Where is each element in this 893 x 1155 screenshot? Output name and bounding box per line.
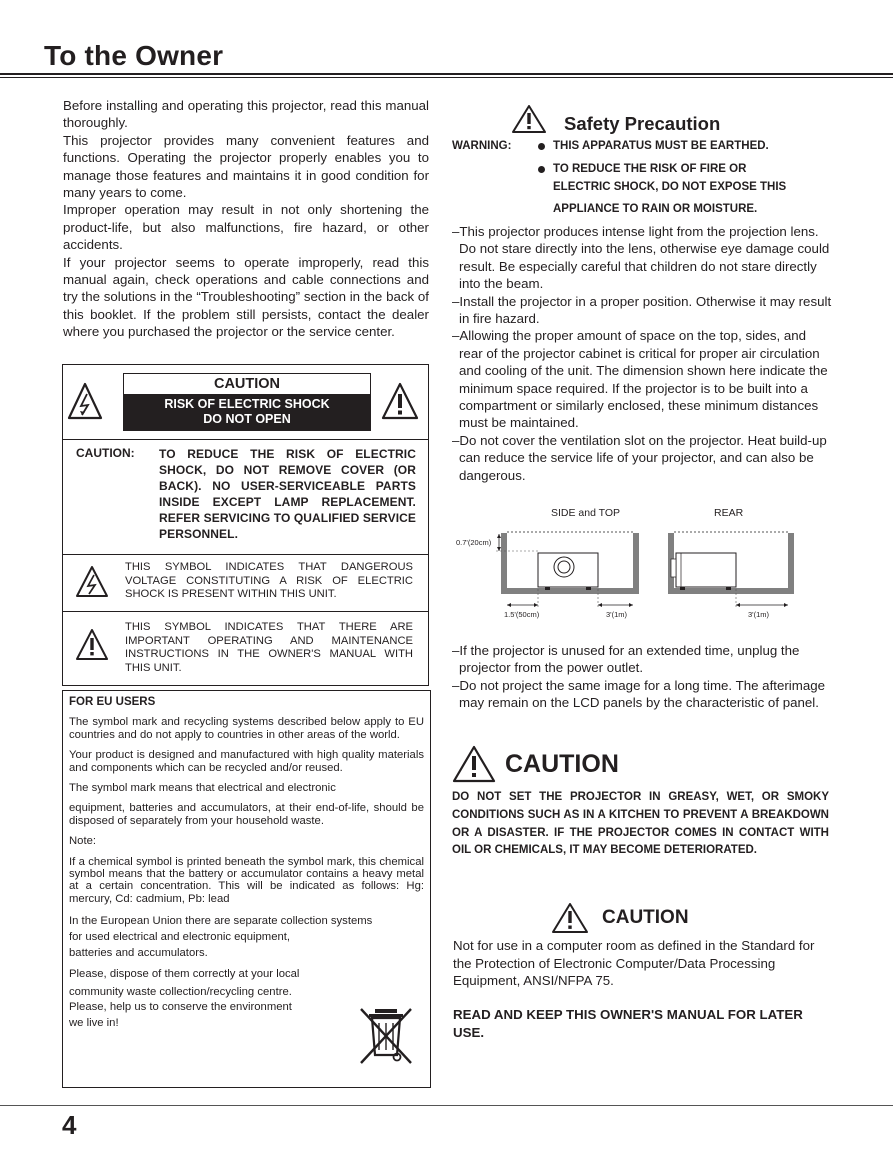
- crossed-out-bin-icon: [357, 1005, 415, 1067]
- safety-item: –Install the projector in a proper position. Otherwise it may result in fire hazard.: [452, 293, 832, 327]
- caution-label-title: CAUTION: [213, 376, 281, 392]
- warning-item: APPLIANCE TO RAIN OR MOISTURE.: [553, 203, 758, 215]
- safety-list: [452, 223, 832, 484]
- caution-title: CAUTION: [602, 907, 689, 928]
- caution-box-divider: [63, 554, 428, 555]
- warning-label: WARNING:: [452, 140, 512, 152]
- voltage-symbol-text: THIS SYMBOL INDICATES THAT DANGEROUS VOLTAGE CONSTITUTING A RISK OF ELECTRIC SHOCK IS PRESENT WITHIN THIS UNIT.: [125, 561, 413, 601]
- safety-title: Safety Precaution: [564, 113, 721, 134]
- page-title: To the Owner: [44, 40, 224, 71]
- title-rule: [0, 73, 893, 75]
- warning-item: ELECTRIC SHOCK, DO NOT EXPOSE THIS: [553, 181, 787, 193]
- title-rule-thin: [0, 77, 893, 78]
- eu-users-box: [62, 690, 431, 1088]
- high-voltage-triangle-icon: [75, 565, 109, 599]
- caution-label-panel: [123, 373, 371, 431]
- eu-line: batteries and accumulators.: [69, 947, 208, 960]
- dim-left-label: 1.5'(50cm): [504, 610, 540, 619]
- caution-text: TO REDUCE THE RISK OF ELECTRIC SHOCK, DO NOT REMOVE COVER (OR BACK). NO USER-SERVICEABLE PARTS INSIDE EXCEPT LAMP REPLACEMENT. REFER SERVICING TO QUALIFIED SERVICE PERSONNEL.: [159, 447, 416, 541]
- caution-label: CAUTION:: [76, 446, 135, 460]
- caution-box-divider: [63, 439, 428, 440]
- caution-box-divider: [63, 611, 428, 612]
- eu-line: Please, help us to conserve the environment: [69, 1001, 292, 1014]
- bullet: [538, 166, 545, 173]
- eu-line: Please, dispose of them correctly at your local: [69, 968, 300, 981]
- instructions-symbol-text: THIS SYMBOL INDICATES THAT THERE ARE IMPORTANT OPERATING AND MAINTENANCE INSTRUCTIONS IN THE OWNER'S MANUAL WITH THIS UNIT.: [125, 621, 413, 674]
- caution-text: DO NOT SET THE PROJECTOR IN GREASY, WET, OR SMOKY CONDITIONS SUCH AS IN A KITCHEN TO PREVENT A BREAKDOWN OR A DISASTER. IF THE PROJECTOR COMES IN CONTACT WITH OIL OR CHEMICALS, IT MAY BECOME DETERIORATED.: [452, 791, 829, 857]
- intro-section: [63, 97, 429, 341]
- caution-label-line: RISK OF ELECTRIC SHOCK: [164, 397, 330, 411]
- dim-rear-label: 3'(1m): [748, 610, 770, 619]
- eu-line: In the European Union there are separate collection systems: [69, 915, 373, 928]
- safety-list-2: [452, 642, 832, 712]
- eu-heading: FOR EU USERS: [69, 696, 156, 708]
- eu-line: for used electrical and electronic equipment,: [69, 931, 291, 944]
- dim-right-label: 3'(1m): [606, 610, 628, 619]
- clearance-diagram: [452, 503, 832, 625]
- intro-paragraph: Improper operation may result in not only shortening the product-life, but also malfunctions, fire hazard, or other accidents.: [63, 202, 429, 253]
- safety-item: –Do not project the same image for a long time. The afterimage may remain on the LCD panels by the characteristic of panel.: [452, 677, 826, 711]
- safety-item: –This projector produces intense light from the projection lens. Do not stare directly into the lens, otherwise eye damage could result. Be especially careful that children do not stare directly into the beam.: [452, 224, 830, 292]
- diagram-rear-label: REAR: [714, 507, 744, 519]
- dim-top-label: 0.7'(20cm): [456, 538, 492, 547]
- high-voltage-triangle-icon: [67, 381, 103, 421]
- eu-paragraph: Your product is designed and manufactured with high quality materials and components which can be recycled and/or reused.: [69, 749, 424, 774]
- eu-paragraph: equipment, batteries and accumulators, at their end-of-life, should be disposed of separately from your household waste.: [69, 802, 424, 827]
- caution-title: CAUTION: [505, 750, 619, 778]
- diagram-side-label: SIDE and TOP: [551, 507, 621, 519]
- warning-triangle-icon: [452, 745, 496, 783]
- intro-paragraph: Before installing and operating this projector, read this manual thoroughly.: [63, 98, 429, 131]
- bullet: [538, 143, 545, 150]
- safety-item: –Allowing the proper amount of space on the top, sides, and rear of the projector cabinet is critical for proper air circulation and cooling of the unit. The dimension shown here indicate the minimum space required. If the projector is to be built into a compartment or similarly enclosed, these minimum distances must be maintained.: [452, 328, 828, 431]
- intro-paragraph: If your projector seems to operate improperly, read this manual again, check operations and cable connections and try the solutions in the “Troubleshooting” section in the back of this booklet. If the problem still persists, contact the dealer where you purchased the projector or the service center.: [63, 254, 429, 340]
- caution-text: Not for use in a computer room as defined in the Standard for the Protection of Electronic Computer/Data Processing Equipment, ANSI/NFPA 75.: [453, 938, 815, 988]
- eu-line: we live in!: [69, 1016, 119, 1029]
- warning-triangle-icon: [551, 902, 589, 934]
- eu-paragraph: If a chemical symbol is printed beneath the symbol mark, this chemical symbol means that the battery or accumulator contains a heavy metal at a certain concentration. This will be indicated as follows: Hg: mercury, Cd: cadmium, Pb: lead: [69, 855, 424, 905]
- caution-box: [62, 364, 429, 686]
- safety-item: –Do not cover the ventilation slot on the projector. Heat build-up can reduce the service life of your projector, and can also be dangerous.: [452, 432, 827, 483]
- safety-item: –If the projector is unused for an extended time, unplug the projector from the power outlet.: [452, 643, 800, 676]
- read-keep-notice: READ AND KEEP THIS OWNER'S MANUAL FOR LATER USE.: [453, 1007, 803, 1040]
- warning-triangle-icon: [75, 628, 109, 662]
- eu-paragraph: The symbol mark means that electrical and electronic: [69, 782, 336, 795]
- caution-label-line: DO NOT OPEN: [203, 412, 291, 426]
- diagram-drawing: [452, 503, 832, 625]
- eu-line: community waste collection/recycling centre.: [69, 985, 292, 998]
- warning-triangle-icon: [511, 104, 547, 134]
- page-number: 4: [62, 1110, 77, 1140]
- eu-paragraph: The symbol mark and recycling systems described below apply to EU countries and do not apply to countries in other areas of the world.: [69, 716, 424, 741]
- warning-triangle-icon: [381, 381, 419, 421]
- warning-item: TO REDUCE THE RISK OF FIRE OR: [553, 163, 747, 175]
- caution-label-band: [124, 394, 370, 431]
- footer-rule: [0, 1105, 893, 1106]
- warning-item: THIS APPARATUS MUST BE EARTHED.: [553, 140, 769, 152]
- eu-paragraph: Note:: [69, 835, 97, 848]
- intro-paragraph: This projector provides many convenient features and functions. Operating the projector properly enables you to manage those features and maintains it in good condition for many years to come.: [63, 132, 429, 201]
